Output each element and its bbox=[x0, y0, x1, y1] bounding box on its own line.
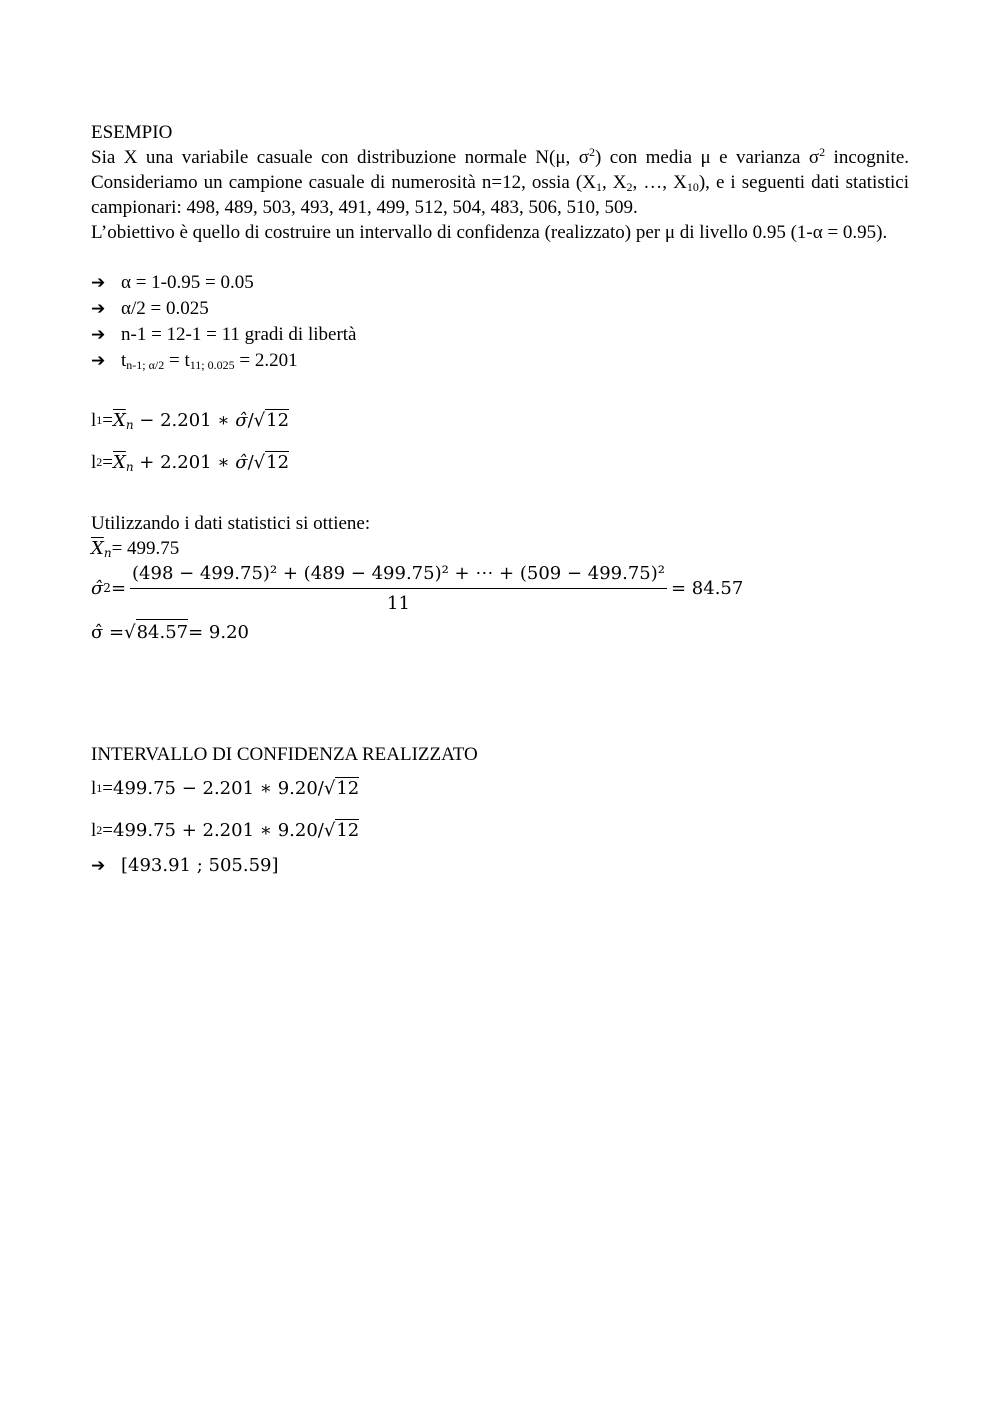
plus-part: + 2.201 ∗ bbox=[133, 451, 236, 473]
t-value: = 2.201 bbox=[234, 350, 298, 371]
interval-result: [493.91 ; 505.59] bbox=[121, 855, 279, 876]
step-t-value bbox=[91, 348, 909, 374]
variance-result: = 84.57 bbox=[670, 577, 744, 599]
arrow-icon: ➔ bbox=[91, 273, 106, 293]
l2-expression: 499.75 + 2.201 ∗ 9.20/ bbox=[113, 819, 324, 841]
formula-l2: l 2 = $\overline{X}_n + 2.201$ ∗ σ̂/√12 bbox=[91, 451, 290, 474]
step-degrees-text: n-1 = 12-1 = 11 gradi di libertà bbox=[121, 324, 357, 345]
eq-sign: = bbox=[102, 819, 113, 841]
document-page bbox=[91, 120, 909, 879]
intro-text-1: Sia X una variabile casuale con distribuzione normale N(μ, σ bbox=[91, 147, 589, 168]
step-alpha-text: α = 1-0.95 = 0.05 bbox=[121, 272, 254, 293]
l1-expression: 499.75 − 2.201 ∗ 9.20/ bbox=[113, 777, 324, 799]
intro-sub-2: 2 bbox=[626, 180, 633, 194]
sd-lhs: σ̂ = bbox=[91, 621, 125, 643]
mean-line bbox=[91, 536, 909, 561]
arrow-icon: ➔ bbox=[91, 351, 106, 371]
l-symbol: l bbox=[91, 777, 97, 799]
t-mid: = t bbox=[164, 350, 190, 371]
arrow-icon: ➔ bbox=[91, 325, 106, 345]
sd-radicand: 84.57 bbox=[136, 619, 189, 645]
variance-fraction bbox=[130, 561, 667, 616]
interval-result-line bbox=[91, 853, 909, 879]
l-symbol: l bbox=[91, 409, 97, 431]
variance-line: σ̂ 2 = $\frac{\text{(498 − 499.75)² + (489 − 499.75)² + ⋯ + (509 − 499.75)²}}{11}$ = 84.57 bbox=[91, 562, 744, 614]
slash: / bbox=[247, 409, 254, 431]
interval-heading: INTERVALLO DI CONFIDENZA REALIZZATO bbox=[91, 744, 478, 765]
var-eq: = bbox=[110, 577, 127, 599]
arrow-icon: ➔ bbox=[91, 299, 106, 319]
sqrt-12: 12 bbox=[336, 819, 360, 841]
sd-line: σ̂ = √ 84.57 = 9.20 bbox=[91, 615, 909, 649]
computation-intro: Utilizzando i dati statistici si ottiene: bbox=[91, 513, 371, 534]
interval-l2: l 2 = 499.75 + 2.201 ∗ 9.20/√12 bbox=[91, 819, 360, 841]
heading-esempio: ESEMPIO bbox=[91, 122, 173, 143]
variance-numerator: (498 − 499.75)² + (489 − 499.75)² + ⋯ + (509 − 499.75)² bbox=[130, 561, 667, 589]
mean-value: = 499.75 bbox=[111, 538, 180, 559]
eq-sign: = bbox=[102, 409, 113, 431]
arrow-icon: ➔ bbox=[91, 856, 106, 876]
t-sub-1: n-1; α/2 bbox=[126, 358, 165, 372]
intro-sub-1: 1 bbox=[595, 180, 602, 194]
intro-text-5: , …, X bbox=[632, 172, 687, 193]
xbar-sub: n bbox=[125, 459, 134, 474]
sqrt-12: 12 bbox=[266, 409, 290, 431]
variance-denominator: 11 bbox=[387, 592, 410, 614]
interval-l1: l 1 = 499.75 − 2.201 ∗ 9.20/√12 bbox=[91, 777, 360, 799]
minus-part: − 2.201 ∗ bbox=[133, 409, 236, 431]
t-symbol: t bbox=[121, 350, 127, 371]
formula-l1: l 1 = $\overline{X}_n - 2.201$ ∗ σ̂/√12 bbox=[91, 409, 290, 432]
step-alpha-half-text: α/2 = 0.025 bbox=[121, 298, 209, 319]
sqrt-12: 12 bbox=[336, 777, 360, 799]
l-symbol: l bbox=[91, 819, 97, 841]
t-sub-2: 11; 0.025 bbox=[189, 358, 235, 372]
eq-sign: = bbox=[102, 451, 113, 473]
var-sigma-hat: σ̂ bbox=[91, 577, 104, 599]
intro-paragraph bbox=[91, 145, 909, 220]
sd-result: = 9.20 bbox=[188, 621, 249, 643]
intro-sup-2: 2 bbox=[819, 145, 826, 159]
xbar-symbol: $\overline{X}$ bbox=[91, 538, 104, 559]
slash: / bbox=[247, 451, 254, 473]
intro-text-4: , X bbox=[601, 172, 627, 193]
step-alpha bbox=[91, 270, 909, 296]
intro-text-6: ), e i seguenti dati statistici campionari: 498, 489, 503, 493, 491, 499, 512, 504, 483, 506, 510, 509. bbox=[91, 172, 909, 218]
sqrt-12: 12 bbox=[266, 451, 290, 473]
objective-paragraph: L’obiettivo è quello di costruire un intervallo di confidenza (realizzato) per μ di livello 0.95 (1-α = 0.95). bbox=[91, 222, 888, 243]
intro-text-3: incognite. Consideriamo un campione casuale di numerosità n=12, ossia (X bbox=[91, 147, 909, 193]
xbar-sub: n bbox=[103, 546, 112, 560]
xbar-symbol: $\overline{X}$ bbox=[113, 451, 126, 473]
sigma-hat: σ̂ bbox=[235, 451, 248, 473]
xbar-sub: n bbox=[125, 417, 134, 432]
eq-sign: = bbox=[102, 777, 113, 799]
intro-sup-1: 2 bbox=[588, 145, 595, 159]
xbar-symbol: $\overline{X}$ bbox=[113, 409, 126, 431]
step-degrees bbox=[91, 322, 909, 348]
l-symbol: l bbox=[91, 451, 97, 473]
step-alpha-half bbox=[91, 296, 909, 322]
sigma-hat: σ̂ bbox=[235, 409, 248, 431]
intro-sub-3: 10 bbox=[686, 180, 699, 194]
intro-text-2: ) con media μ e varianza σ bbox=[594, 147, 820, 168]
